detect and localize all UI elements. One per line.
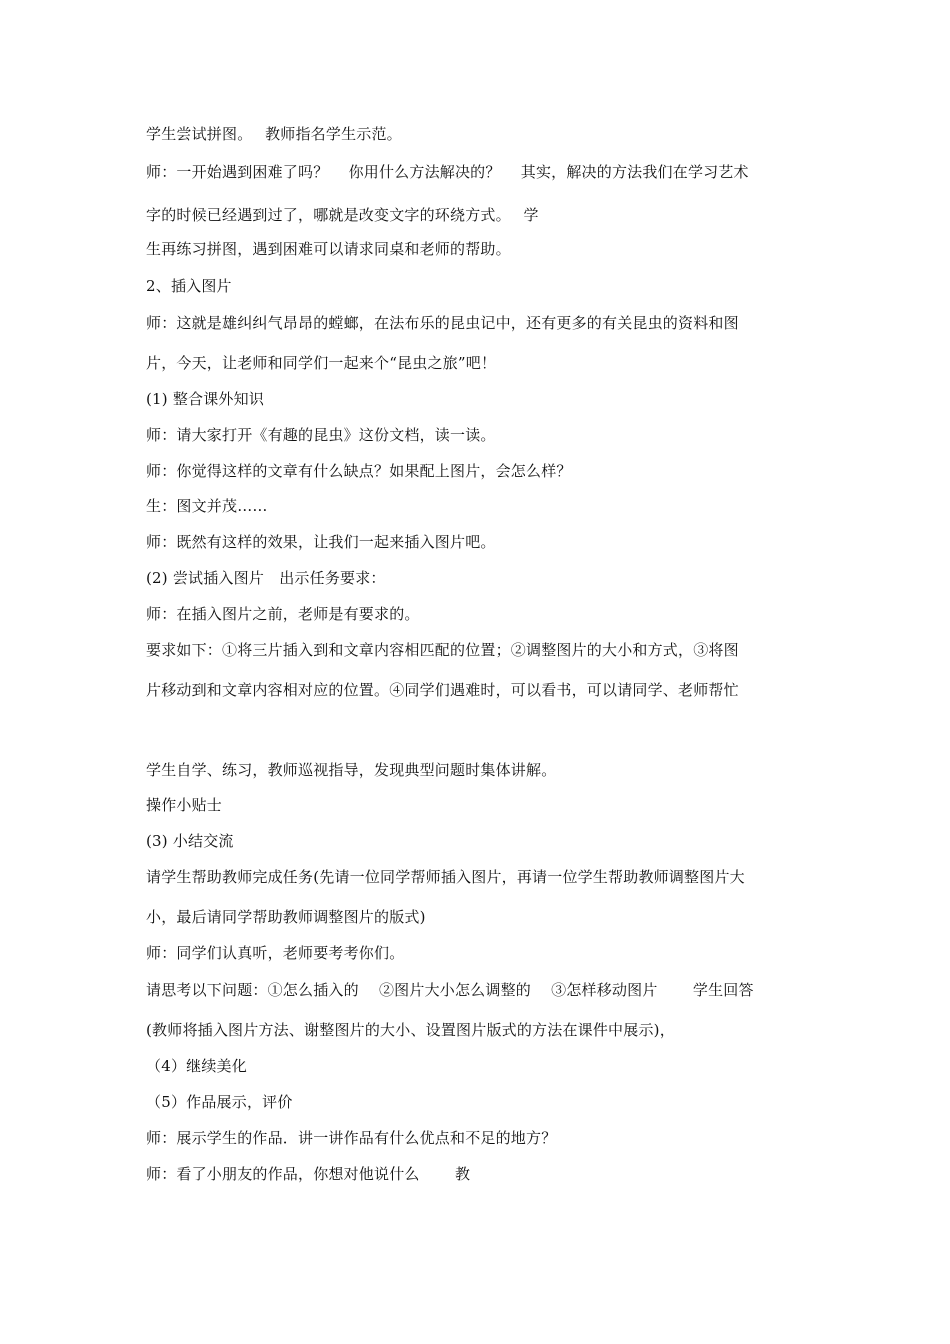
text-line-14: 师：在插入图片之前，老师是有要求的。 <box>146 605 420 623</box>
text-line-4: 生再练习拼图，遇到困难可以请求同桌和老师的帮助。 <box>146 240 511 258</box>
subheading-5: （5）作品展示，评价 <box>146 1093 293 1111</box>
text-line-20: 请学生帮助教师完成任务(先请一位同学帮师插入图片，再请一位学生帮助教师调整图片大 <box>146 868 745 886</box>
text-line-27: 师：展示学生的作品．讲一讲作品有什么优点和不足的地方？ <box>146 1129 557 1147</box>
text-line-10: 师：你觉得这样的文章有什么缺点？如果配上图片，会怎么样？ <box>146 462 572 480</box>
subheading-1: (1) 整合课外知识 <box>146 390 265 408</box>
text-line-7: 片，今天，让老师和同学们一起来个“昆虫之旅”吧！ <box>146 354 497 372</box>
text-line-12: 师：既然有这样的效果，让我们一起来插入图片吧。 <box>146 533 496 551</box>
text-line-15: 要求如下：①将三片插入到和文章内容相匹配的位置；②调整图片的大小和方式，③将图 <box>146 641 739 659</box>
section-heading-insert-image: 2、插入图片 <box>146 277 232 295</box>
text-line-17: 学生自学、练习，教师巡视指导，发现典型问题时集体讲解。 <box>146 761 557 779</box>
subheading-4: （4）继续美化 <box>146 1057 247 1075</box>
subheading-3: (3) 小结交流 <box>146 832 234 850</box>
text-line-9: 师：请大家打开《有趣的昆虫》这份文档，读一读。 <box>146 426 496 444</box>
text-line-11: 生：图文并茂…… <box>146 497 268 515</box>
text-line-28: 师：看了小朋友的作品，你想对他说什么 教 <box>146 1165 471 1183</box>
text-line-2: 师：一开始遇到困难了吗？ 你用什么方法解决的？ 其实，解决的方法我们在学习艺术 <box>146 163 749 181</box>
text-line-24: (教师将插入图片方法、谢整图片的大小、设置图片版式的方法在课件中展示)， <box>146 1021 675 1039</box>
subheading-2: (2) 尝试插入图片 出示任务要求： <box>146 569 386 587</box>
text-line-6: 师：这就是雄纠纠气昂昂的螳螂，在法布乐的昆虫记中，还有更多的有关昆虫的资料和图 <box>146 314 739 332</box>
text-line-1: 学生尝试拼图。 教师指名学生示范。 <box>146 125 402 143</box>
text-line-16: 片移动到和文章内容相对应的位置。④同学们遇难时，可以看书，可以请同学、老师帮忙 <box>146 681 739 699</box>
text-line-22: 师：同学们认真听，老师要考考你们。 <box>146 944 405 962</box>
text-line-21: 小，最后请同学帮助教师调整图片的版式) <box>146 908 426 926</box>
text-line-3: 字的时候已经遇到过了，哪就是改变文字的环绕方式。 学 <box>146 206 539 224</box>
text-line-18: 操作小贴士 <box>146 796 223 814</box>
text-line-23: 请思考以下问题：①怎么插入的 ②图片大小怎么调整的 ③怎样移动图片 学生回答 <box>146 981 754 999</box>
